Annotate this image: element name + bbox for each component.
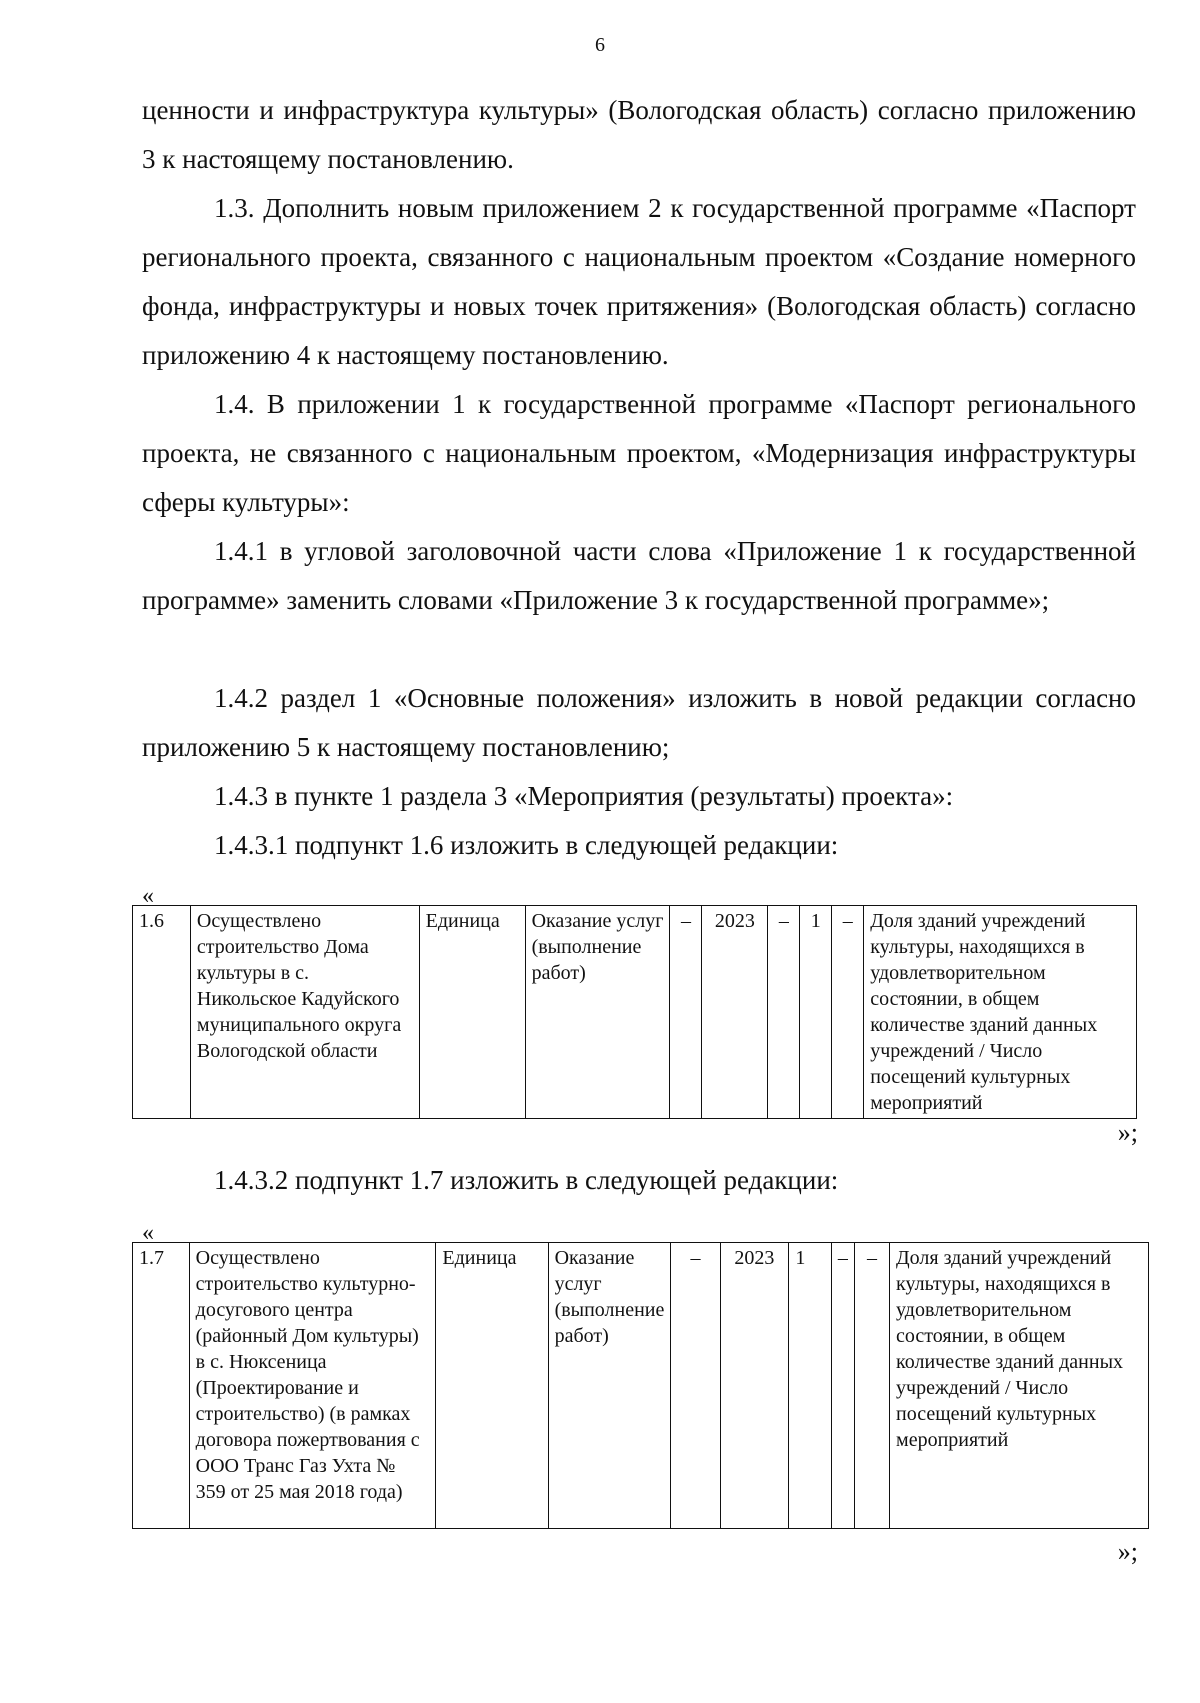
cell-type: Оказание услуг (выполнение работ)	[525, 906, 670, 1119]
cell-result-name: Осуществлено строительство Дома культуры в с. Никольское Кадуйского муниципального округа Вологодской области	[190, 906, 419, 1119]
page-number: 6	[595, 34, 605, 56]
quote-open-2: «	[142, 1220, 154, 1246]
cell-value: –	[854, 1243, 889, 1529]
quote-close-2: »;	[1117, 1537, 1138, 1566]
table-subitem-1-7	[132, 1242, 1149, 1529]
cell-result-name: Осуществлено строительство культурно-досугового центра (районный Дом культуры) в с. Нюксеница (Проектирование и строительство) (в рамках договора пожертвования с ООО Транс Газ Ухта № 359 от 25 мая 2018 года)	[189, 1243, 436, 1529]
cell-value: 1	[789, 1243, 832, 1529]
paragraph-1-4-3-2: 1.4.3.2 подпункт 1.7 изложить в следующей редакции:	[214, 1165, 839, 1195]
paragraph-1-4-3: 1.4.3 в пункте 1 раздела 3 «Мероприятия (результаты) проекта»:	[214, 781, 954, 811]
cell-number: 1.7	[133, 1243, 190, 1529]
paragraph-1-4: 1.4. В приложении 1 к государственной программе «Паспорт регионального проекта, не связанного с национальным проектом, «Модернизация инфраструктуры сферы культуры»:	[142, 389, 1136, 517]
cell-value: 1	[800, 906, 832, 1119]
quote-close-1: »;	[1117, 1118, 1138, 1147]
cell-value: –	[671, 1243, 720, 1529]
table-subitem-1-6	[132, 905, 1137, 1119]
paragraph-1-4-3-1: 1.4.3.1 подпункт 1.6 изложить в следующей редакции:	[214, 830, 839, 860]
cell-indicator: Доля зданий учреждений культуры, находящихся в удовлетворительном состоянии, в общем количестве зданий данных учреждений / Число посещений культурных мероприятий	[890, 1243, 1149, 1529]
quote-open-1: «	[142, 883, 154, 909]
cell-indicator: Доля зданий учреждений культуры, находящихся в удовлетворительном состоянии, в общем количестве зданий данных учреждений / Число посещений культурных мероприятий	[864, 906, 1137, 1119]
cell-value: –	[832, 906, 864, 1119]
cell-year: 2023	[720, 1243, 789, 1529]
paragraph-1-4-1: 1.4.1 в угловой заголовочной части слова «Приложение 1 к государственной программе» заменить словами «Приложение 3 к государственной программе»;	[142, 536, 1136, 615]
cell-unit: Единица	[419, 906, 525, 1119]
cell-value: –	[670, 906, 702, 1119]
paragraph-1-4-2: 1.4.2 раздел 1 «Основные положения» изложить в новой редакции согласно приложению 5 к настоящему постановлению;	[142, 683, 1136, 762]
cell-value: –	[768, 906, 800, 1119]
cell-value: –	[831, 1243, 854, 1529]
cell-number: 1.6	[133, 906, 191, 1119]
cell-unit: Единица	[436, 1243, 548, 1529]
cell-type: Оказание услуг (выполнение работ)	[548, 1243, 671, 1529]
cell-year: 2023	[702, 906, 768, 1119]
paragraph-continuation: ценности и инфраструктура культуры» (Вологодская область) согласно приложению 3 к настоящему постановлению.	[142, 95, 1136, 174]
paragraph-1-3: 1.3. Дополнить новым приложением 2 к государственной программе «Паспорт регионального проекта, связанного с национальным проектом «Создание номерного фонда, инфраструктуры и новых точек притяжения» (Вологодская область) согласно приложению 4 к настоящему постановлению.	[142, 193, 1136, 370]
